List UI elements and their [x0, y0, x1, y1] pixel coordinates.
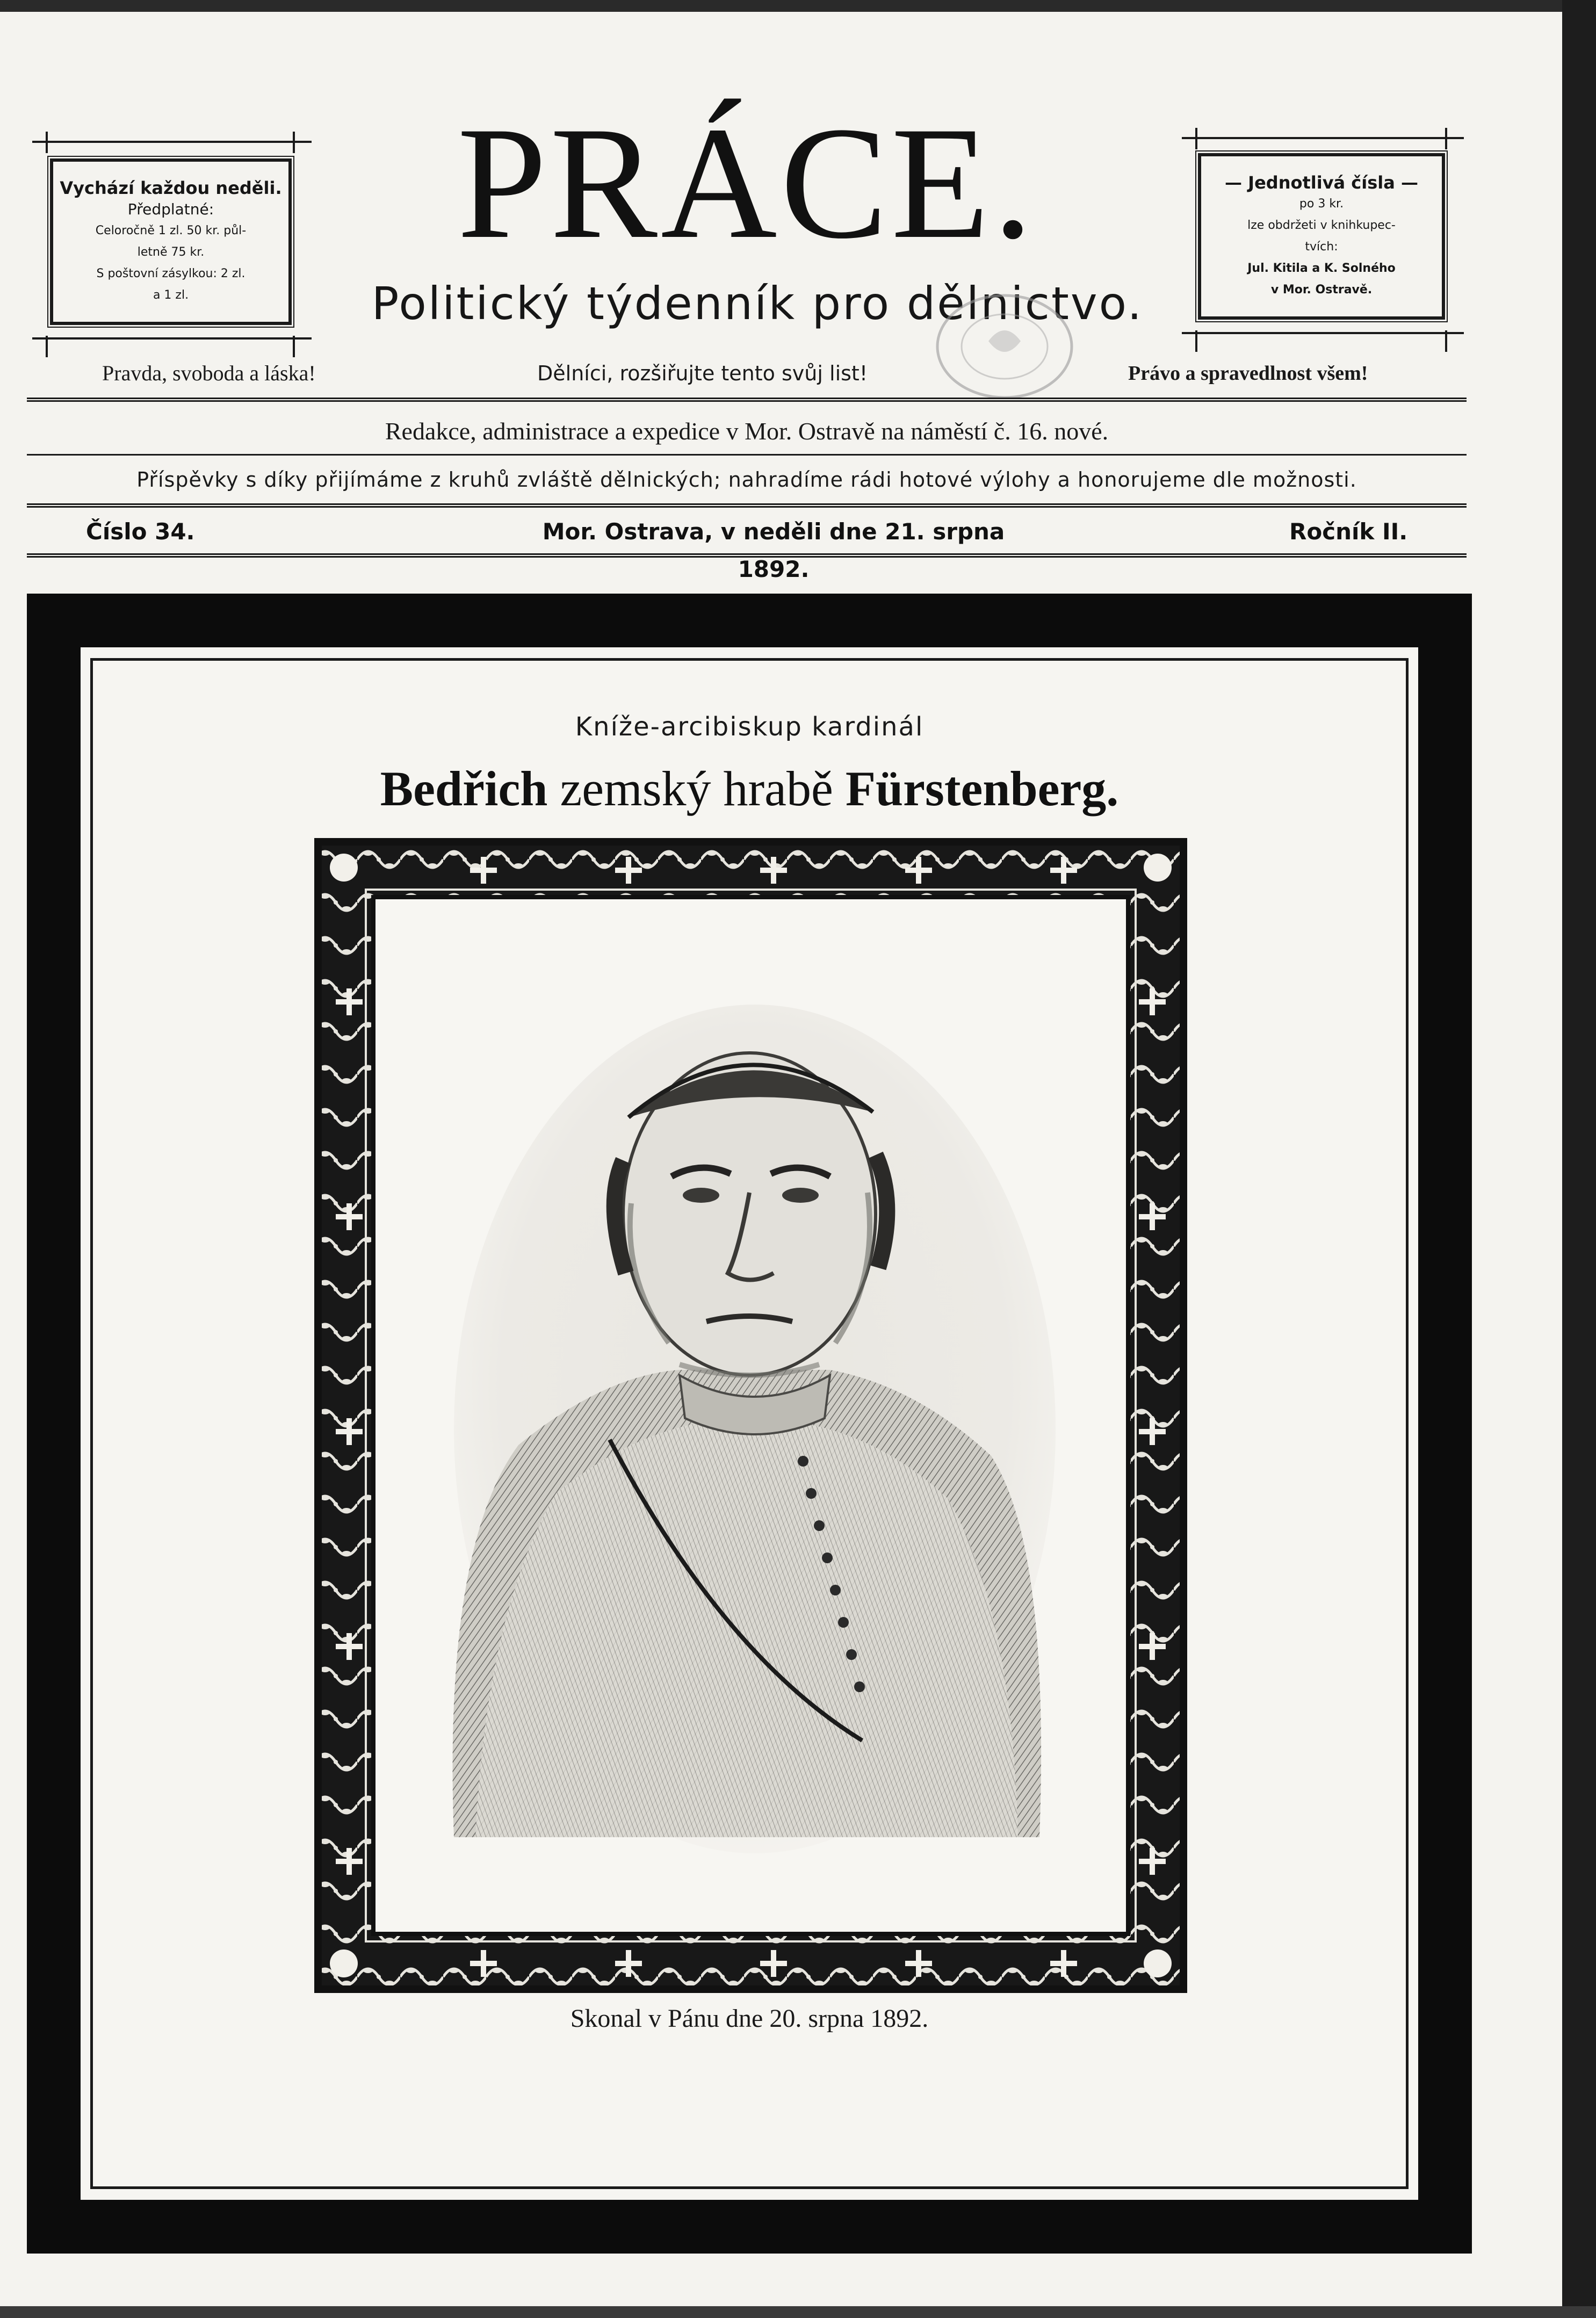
box-right-bottom-rule [1182, 332, 1464, 334]
box-right-tick [1195, 330, 1197, 352]
memorial-title: Kníže-arcibiskup kardinál [575, 712, 924, 742]
single-issue-line: tvích: [1305, 240, 1338, 254]
subscription-line: a 1 zl. [153, 288, 189, 302]
box-right-tick [1195, 128, 1197, 149]
page-edge-bottom [0, 2306, 1596, 2318]
memorial-name-last: Fürstenberg. [845, 761, 1119, 816]
box-right-tick [1445, 330, 1447, 352]
box-left-top-rule [32, 141, 312, 143]
library-stamp [924, 282, 1085, 411]
subscription-line: letně 75 kr. [137, 245, 205, 259]
page-edge-top [0, 0, 1596, 12]
single-issue-box [1195, 150, 1448, 322]
memorial-name [81, 760, 1418, 817]
cardinal-portrait [379, 902, 1123, 1929]
header-rule [27, 454, 1467, 456]
subscription-line: Předplatné: [127, 200, 214, 218]
subscription-box [47, 156, 294, 328]
header-rule [27, 398, 1467, 402]
box-right-tick [1445, 128, 1447, 149]
subscription-line: Vychází každou neděli. [60, 178, 282, 198]
page-edge-right [1562, 0, 1596, 2318]
motto-center: Dělníci, rozšiřujte tento svůj list! [537, 362, 868, 385]
single-issue-line: lze obdržeti v knihkupec- [1247, 219, 1396, 232]
box-left-tick [293, 132, 295, 153]
box-left-tick [293, 336, 295, 357]
box-right-top-rule [1182, 137, 1464, 139]
box-left-tick [46, 336, 48, 357]
issue-date: Mor. Ostrava, v neděli dne 21. srpna 1892. [542, 518, 1005, 582]
header-rule [27, 503, 1467, 508]
memorial-name-title: zemský hrabě [560, 761, 833, 816]
memorial-footer: Skonal v Pánu dne 20. srpna 1892. [570, 2004, 929, 2033]
address-line: Redakce, administrace a expedice v Mor. Ostravě na náměstí č. 16. nové. [385, 417, 1109, 445]
box-left-tick [46, 132, 48, 153]
issue-number: Číslo 34. [86, 518, 195, 545]
single-issue-line: v Mor. Ostravě. [1270, 283, 1373, 297]
motto-right: Právo a spravedlnost všem! [1128, 362, 1368, 385]
box-left-bottom-rule [32, 337, 312, 340]
single-issue-line: po 3 kr. [1299, 197, 1344, 211]
memorial-name-first: Bedřich [380, 761, 548, 816]
subscription-line: S poštovní zásylkou: 2 zl. [96, 267, 245, 280]
masthead-subtitle: Politický týdenník pro dělnictvo. [371, 277, 1144, 330]
contributions-line: Příspěvky s díky přijímáme z kruhů zvláště dělnických; nahradíme rádi hotové výlohy a honorujeme dle možnosti. [136, 468, 1357, 492]
motto-left: Pravda, svoboda a láska! [102, 361, 316, 385]
single-issue-line: Jul. Kitila a K. Solného [1247, 262, 1396, 275]
subscription-line: Celoročně 1 zl. 50 kr. půl- [95, 224, 247, 237]
single-issue-line: — Jednotlivá čísla — [1225, 172, 1418, 193]
header-rule [27, 553, 1467, 558]
volume-number: Ročník II. [1289, 518, 1408, 545]
masthead-title: PRÁCE. [457, 93, 1036, 272]
